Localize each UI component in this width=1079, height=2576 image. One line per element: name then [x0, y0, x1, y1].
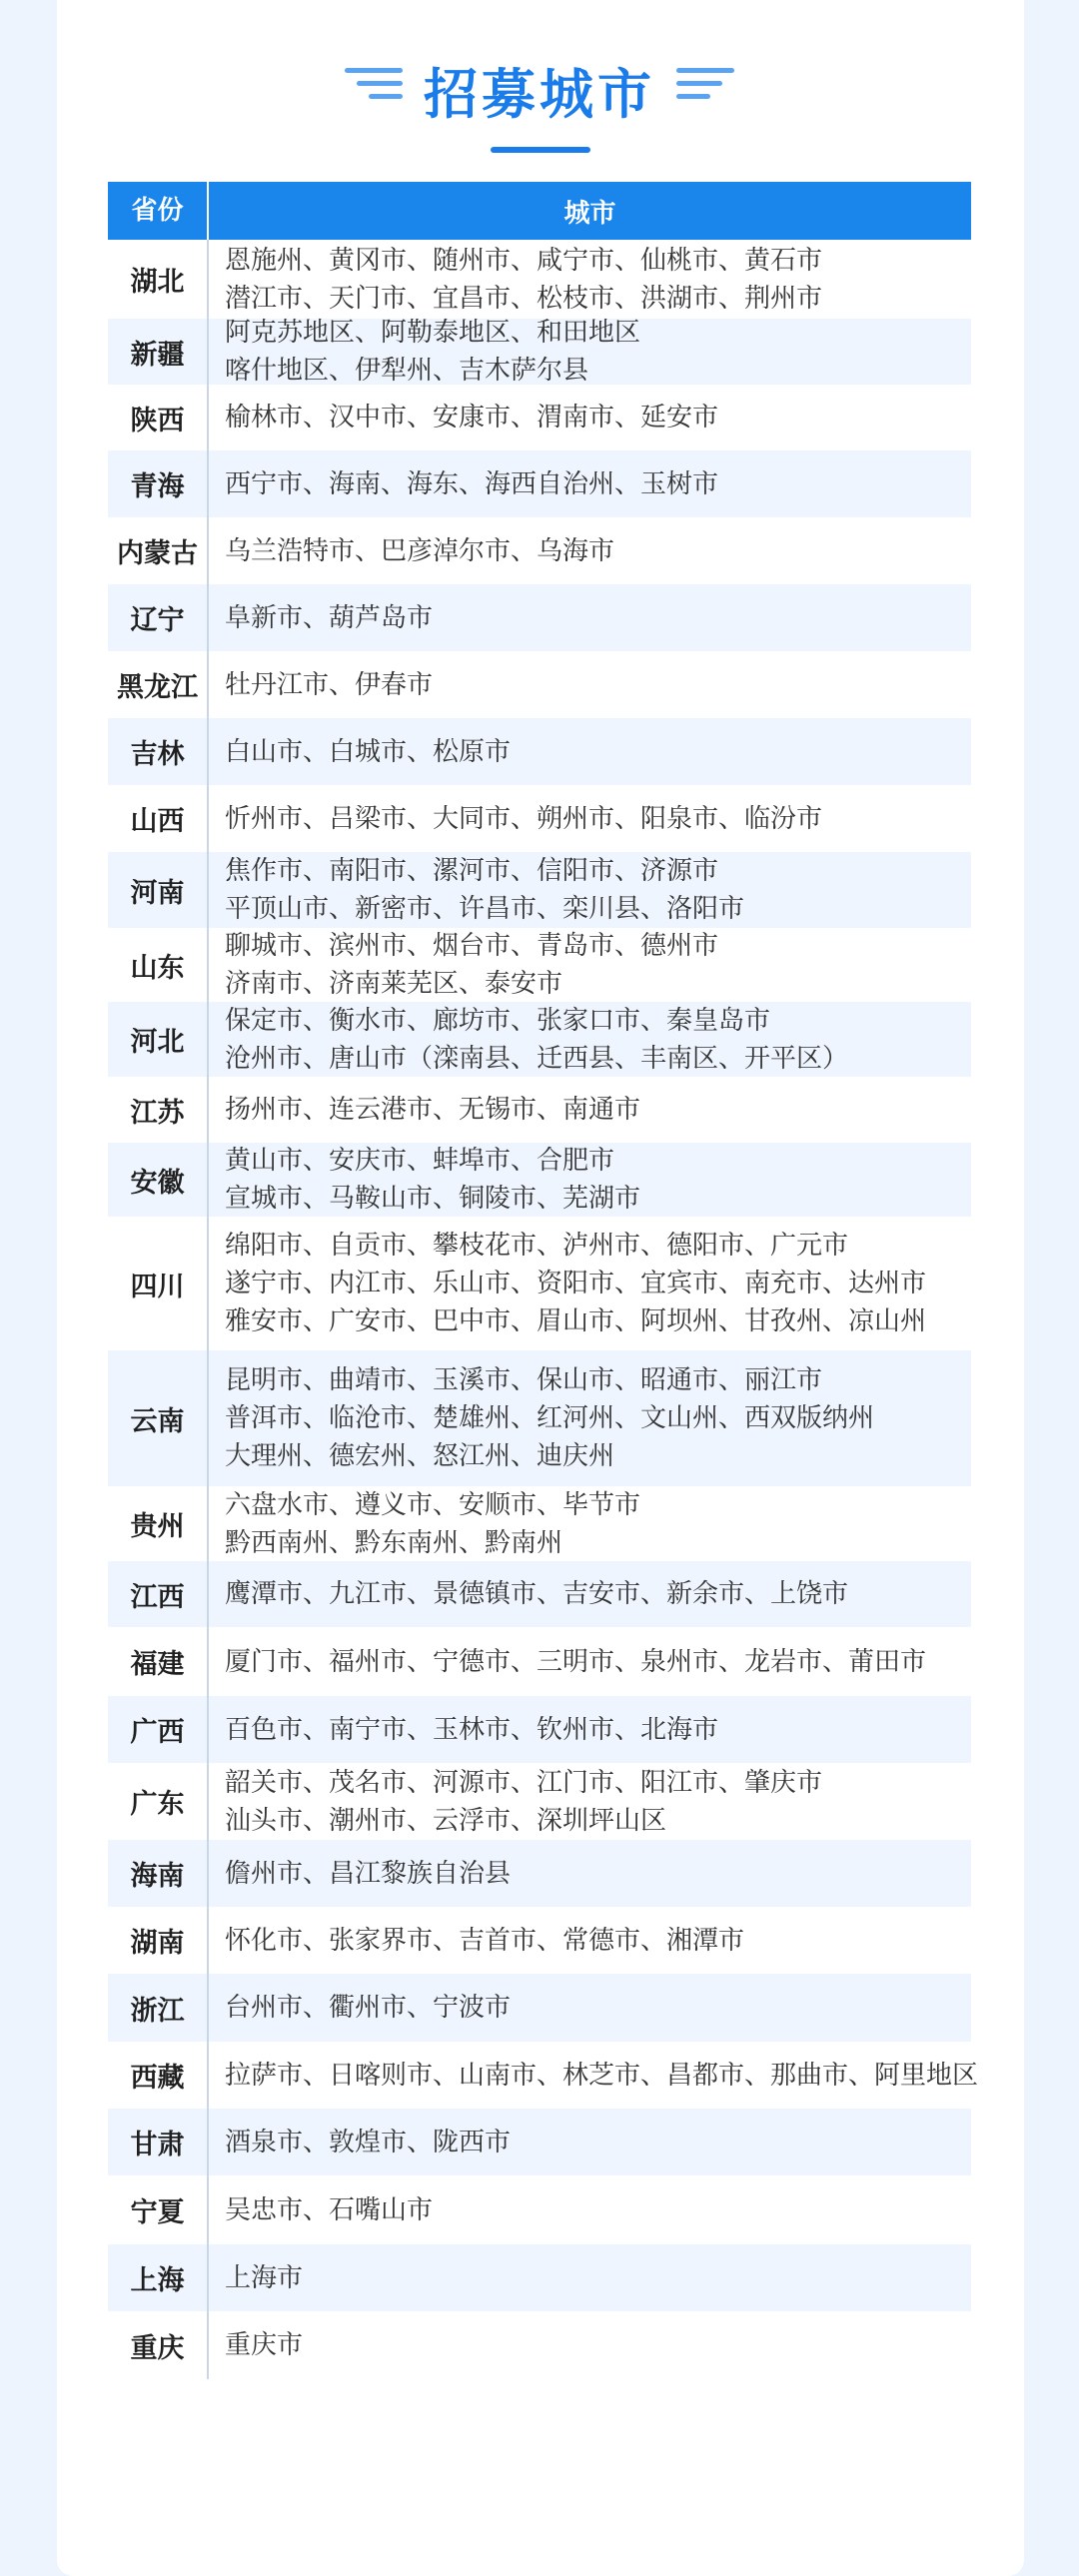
page-header — [0, 0, 1079, 180]
table-row — [108, 2175, 971, 2244]
city-line: 雅安市、广安市、巴中市、眉山市、阿坝州、甘孜州、凉山州 — [225, 1306, 927, 1336]
cities-cell — [209, 517, 971, 584]
table-row — [108, 1002, 971, 1077]
table-row — [108, 1486, 971, 1561]
city-line: 百色市、南宁市、玉林市、钦州市、北海市 — [225, 1714, 719, 1745]
city-line: 儋州市、昌江黎族自治县 — [225, 1858, 512, 1889]
city-line: 保定市、衡水市、廊坊市、张家口市、秦皇岛市 — [225, 1005, 771, 1036]
city-line: 榆林市、汉中市、安康市、渭南市、延安市 — [225, 403, 719, 432]
city-line: 恩施州、黄冈市、随州市、咸宁市、仙桃市、黄石市 — [225, 245, 823, 276]
city-line: 酒泉市、敦煌市、陇西市 — [225, 2127, 512, 2157]
table-row — [108, 240, 971, 319]
province-cell: 广西 — [108, 1696, 209, 1763]
table-row — [108, 2311, 971, 2379]
province-cell: 湖南 — [108, 1907, 209, 1974]
cities-cell — [209, 2244, 971, 2311]
cities-cell — [209, 240, 971, 319]
table-row — [108, 1561, 971, 1627]
cities-cell — [209, 928, 971, 1002]
cities-cell — [209, 1840, 971, 1907]
table-row — [108, 2109, 971, 2175]
cities-cell — [209, 1217, 971, 1350]
table-row — [108, 450, 971, 517]
city-line: 牡丹江市、伊春市 — [225, 669, 434, 700]
cities-cell — [209, 1486, 971, 1561]
table-row — [108, 1696, 971, 1763]
city-line: 汕头市、潮州市、云浮市、深圳坪山区 — [225, 1805, 667, 1836]
cities-cell — [209, 1350, 971, 1486]
cities-cell — [209, 584, 971, 651]
province-cell: 河南 — [108, 852, 209, 928]
city-line: 大理州、德宏州、怒江州、迪庆州 — [225, 1441, 615, 1471]
province-cell: 黑龙江 — [108, 651, 209, 718]
city-line: 济南市、济南莱芜区、泰安市 — [225, 969, 563, 999]
column-header-cities: 城市 — [563, 198, 616, 229]
city-line: 忻州市、吕梁市、大同市、朔州市、阳泉市、临汾市 — [225, 803, 823, 834]
province-cell: 贵州 — [108, 1486, 209, 1561]
province-cell: 西藏 — [108, 2042, 209, 2109]
table-row — [108, 718, 971, 785]
province-cell: 江苏 — [108, 1077, 209, 1143]
city-line: 拉萨市、日喀则市、山南市、林芝市、昌都市、那曲市、阿里地区 — [225, 2060, 979, 2091]
city-line: 重庆市 — [225, 2330, 304, 2360]
province-cell: 重庆 — [108, 2311, 209, 2379]
table-row — [108, 1350, 971, 1486]
city-line: 鹰潭市、九江市、景德镇市、吉安市、新余市、上饶市 — [225, 1579, 849, 1609]
table-header — [108, 182, 971, 240]
city-line: 普洱市、临沧市、楚雄州、红河州、文山州、西双版纳州 — [225, 1403, 875, 1433]
province-cell: 甘肃 — [108, 2109, 209, 2175]
cities-cell — [209, 1143, 971, 1217]
table-row — [108, 1627, 971, 1696]
province-cell: 吉林 — [108, 718, 209, 785]
city-line: 白山市、白城市、松原市 — [225, 736, 512, 767]
cities-cell — [209, 2109, 971, 2175]
city-line: 遂宁市、内江市、乐山市、资阳市、宜宾市、南充市、达州市 — [225, 1269, 927, 1298]
city-line: 潜江市、天门市、宜昌市、松枝市、洪湖市、荆州市 — [225, 283, 823, 314]
province-cell: 四川 — [108, 1217, 209, 1350]
city-line: 聊城市、滨州市、烟台市、青岛市、德州市 — [225, 931, 719, 961]
city-line: 沧州市、唐山市（滦南县、迁西县、丰南区、开平区） — [225, 1043, 849, 1074]
province-cell: 宁夏 — [108, 2175, 209, 2244]
city-line: 喀什地区、伊犁州、吉木萨尔县 — [225, 356, 589, 386]
city-line: 昆明市、曲靖市、玉溪市、保山市、昭通市、丽江市 — [225, 1365, 823, 1395]
province-cell: 湖北 — [108, 240, 209, 319]
province-cell: 广东 — [108, 1763, 209, 1840]
province-cell: 内蒙古 — [108, 517, 209, 584]
city-line: 六盘水市、遵义市、安顺市、毕节市 — [225, 1489, 641, 1520]
table-row — [108, 319, 971, 385]
table-row — [108, 1907, 971, 1974]
table-row — [108, 1143, 971, 1217]
cities-cell — [209, 651, 971, 718]
cities-cell — [209, 2042, 978, 2109]
province-cell: 浙江 — [108, 1974, 209, 2042]
table-row — [108, 584, 971, 651]
city-line: 绵阳市、自贡市、攀枝花市、泸州市、德阳市、广元市 — [225, 1231, 849, 1261]
city-table — [108, 182, 979, 2379]
table-body — [108, 240, 979, 2379]
cities-cell — [209, 450, 971, 517]
province-cell: 海南 — [108, 1840, 209, 1907]
city-line: 韶关市、茂名市、河源市、江门市、阳江市、肇庆市 — [225, 1767, 823, 1798]
city-line: 焦作市、南阳市、漯河市、信阳市、济源市 — [225, 856, 719, 886]
table-row — [108, 1217, 971, 1350]
column-header-province: 省份 — [108, 182, 209, 240]
city-line: 扬州市、连云港市、无锡市、南通市 — [225, 1095, 641, 1125]
title-underline — [491, 147, 590, 153]
cities-cell — [209, 1002, 971, 1077]
table-row — [108, 1077, 971, 1143]
city-line: 上海市 — [225, 2262, 304, 2293]
city-line: 吴忠市、石嘴山市 — [225, 2194, 434, 2225]
city-line: 阜新市、葫芦岛市 — [225, 602, 434, 633]
cities-cell — [209, 1907, 971, 1974]
cities-cell — [209, 319, 971, 385]
page-title: 招募城市 — [424, 63, 655, 126]
cities-cell — [209, 1627, 971, 1696]
city-line: 黔西南州、黔东南州、黔南州 — [225, 1527, 563, 1558]
city-line: 平顶山市、新密市、许昌市、栾川县、洛阳市 — [225, 894, 745, 924]
province-cell: 安徽 — [108, 1143, 209, 1217]
city-line: 宣城市、马鞍山市、铜陵市、芜湖市 — [225, 1184, 641, 1214]
speed-lines-right-icon — [676, 68, 734, 107]
city-line: 厦门市、福州市、宁德市、三明市、泉州市、龙岩市、莆田市 — [225, 1646, 927, 1677]
table-row — [108, 1974, 971, 2042]
cities-cell — [209, 1561, 971, 1627]
cities-cell — [209, 1077, 971, 1143]
cities-cell — [209, 2311, 971, 2379]
table-row — [108, 2244, 971, 2311]
province-cell: 江西 — [108, 1561, 209, 1627]
province-cell: 福建 — [108, 1627, 209, 1696]
province-cell: 辽宁 — [108, 584, 209, 651]
table-row — [108, 785, 971, 852]
province-cell: 山东 — [108, 928, 209, 1002]
province-cell: 青海 — [108, 450, 209, 517]
table-row — [108, 385, 971, 450]
city-line: 台州市、衢州市、宁波市 — [225, 1993, 512, 2023]
cities-cell — [209, 718, 971, 785]
city-line: 阿克苏地区、阿勒泰地区、和田地区 — [225, 318, 641, 348]
city-line: 黄山市、安庆市、蚌埠市、合肥市 — [225, 1146, 615, 1176]
cities-cell — [209, 2175, 971, 2244]
table-row — [108, 651, 971, 718]
table-row — [108, 928, 971, 1002]
province-cell: 上海 — [108, 2244, 209, 2311]
table-row — [108, 1763, 971, 1840]
table-row — [108, 1840, 971, 1907]
cities-cell — [209, 785, 971, 852]
cities-cell — [209, 1696, 971, 1763]
province-cell: 河北 — [108, 1002, 209, 1077]
table-row — [108, 852, 971, 928]
province-cell: 山西 — [108, 785, 209, 852]
city-line: 怀化市、张家界市、吉首市、常德市、湘潭市 — [225, 1925, 745, 1956]
cities-cell — [209, 1974, 971, 2042]
city-line: 乌兰浩特市、巴彦淖尔市、乌海市 — [225, 535, 615, 566]
province-cell: 云南 — [108, 1350, 209, 1486]
table-row — [108, 517, 971, 584]
city-line: 西宁市、海南、海东、海西自治州、玉树市 — [225, 468, 719, 499]
cities-cell — [209, 385, 971, 450]
table-row — [108, 2042, 979, 2109]
cities-cell — [209, 852, 971, 928]
cities-cell — [209, 1763, 971, 1840]
province-cell: 新疆 — [108, 319, 209, 385]
province-cell: 陕西 — [108, 385, 209, 450]
